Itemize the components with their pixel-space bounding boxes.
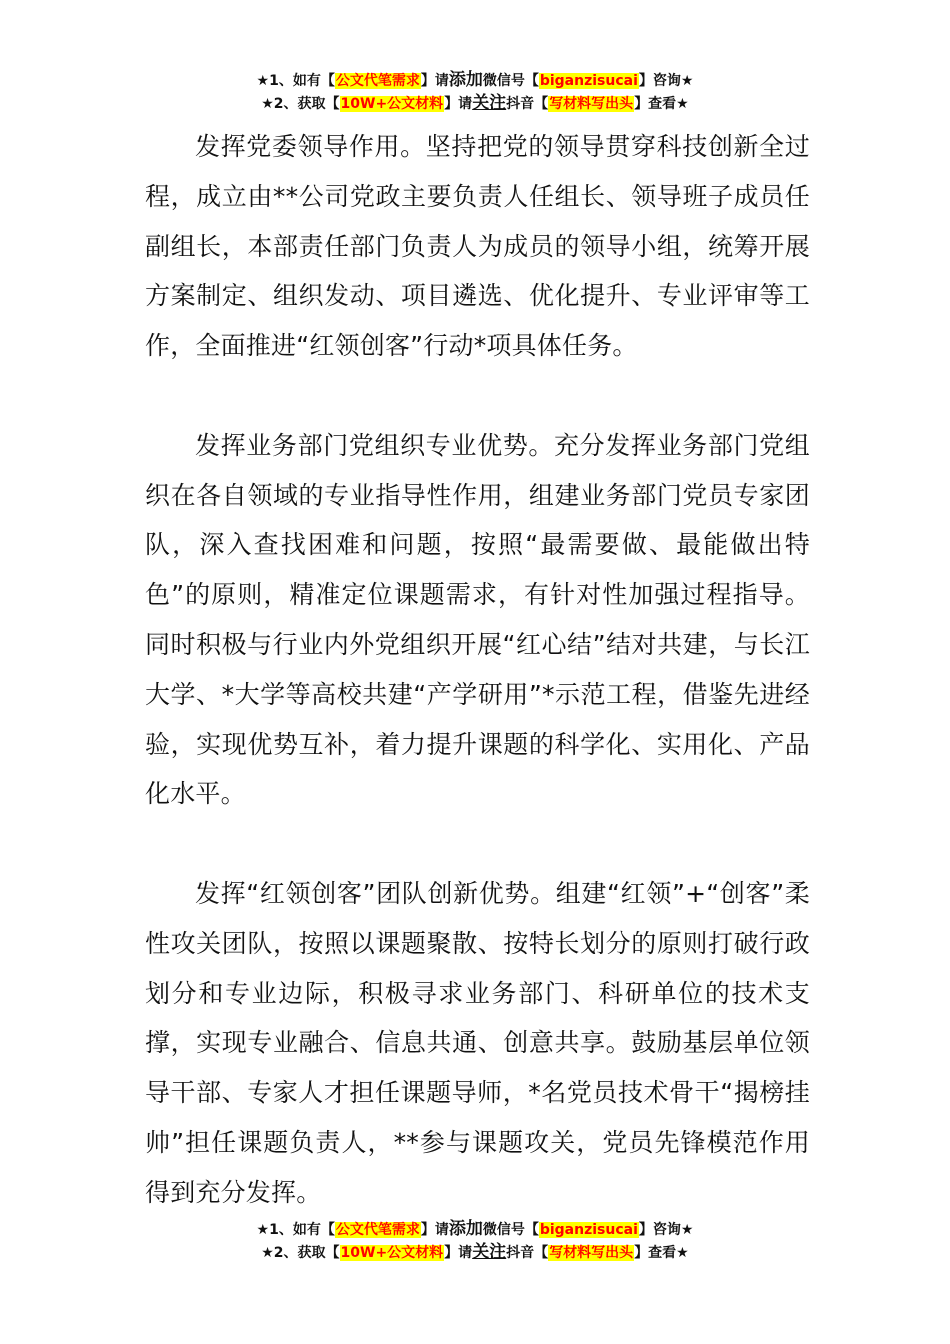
- banner-line-2: [0, 92, 950, 115]
- banner-highlight: biganzisucai: [539, 1222, 638, 1238]
- banner-text: 】请: [444, 1245, 473, 1261]
- banner-text: ★2、获取【: [261, 96, 340, 112]
- banner-emphasis: 添加: [448, 1219, 483, 1239]
- banner-text: 微信号【: [482, 1222, 539, 1238]
- banner-text: 抖音【: [506, 1245, 549, 1261]
- paragraph-party-committee: 发挥党委领导作用。坚持把党的领导贯穿科技创新全过程，成立由**公司党政主要负责人任组长、领导班子成员任副组长，本部责任部门负责人为成员的领导小组，统筹开展方案制定、组织发动、项目遴选、优化提升、专业评审等工作，全面推进“红领创客”行动*项具体任务。: [145, 132, 810, 361]
- header-banner: [0, 69, 950, 115]
- banner-text: ★2、获取【: [261, 1245, 340, 1261]
- banner-text: ★1、如有【: [256, 1222, 335, 1238]
- footer-banner: [0, 1218, 950, 1264]
- banner-highlight: 写材料写出头: [549, 96, 634, 112]
- banner-text: 抖音【: [506, 96, 549, 112]
- banner-text: 】查看★: [634, 96, 689, 112]
- banner-line-1: [0, 1218, 950, 1241]
- banner-highlight: 10W+公文材料: [340, 96, 444, 112]
- banner-text: 】请: [444, 96, 473, 112]
- banner-emphasis: 添加: [448, 70, 483, 90]
- banner-text: 】请: [420, 73, 449, 89]
- paragraph-business-department: 发挥业务部门党组织专业优势。充分发挥业务部门党组织在各自领域的专业指导性作用，组建业务部门党员专家团队，深入查找困难和问题，按照“最需要做、最能做出特色”的原则，精准定位课题需求，有针对性加强过程指导。同时积极与行业内外党组织开展“红心结”结对共建，与长江大学、*大学等高校共建“产学研用”*示范工程，借鉴先进经验，实现优势互补，着力提升课题的科学化、实用化、产品化水平。: [145, 430, 810, 809]
- banner-emphasis: 关注: [472, 93, 507, 113]
- banner-highlight: biganzisucai: [539, 73, 638, 89]
- banner-line-1: [0, 69, 950, 92]
- banner-text: ★1、如有【: [256, 73, 335, 89]
- banner-line-2: [0, 1241, 950, 1264]
- banner-text: 】咨询★: [638, 73, 694, 89]
- banner-highlight: 10W+公文材料: [340, 1245, 444, 1261]
- banner-highlight: 公文代笔需求: [335, 1222, 420, 1238]
- banner-text: 微信号【: [482, 73, 539, 89]
- banner-text: 】请: [420, 1222, 449, 1238]
- document-body: [145, 122, 810, 1218]
- paragraph-innovation-team: 发挥“红领创客”团队创新优势。组建“红领”+“创客”柔性攻关团队，按照以课题聚散、按特长划分的原则打破行政划分和专业边际，积极寻求业务部门、科研单位的技术支撑，实现专业融合、信息共通、创意共享。鼓励基层单位领导干部、专家人才担任课题导师，*名党员技术骨干“揭榜挂帅”担任课题负责人，**参与课题攻关，党员先锋模范作用得到充分发挥。: [145, 878, 810, 1207]
- banner-text: 】咨询★: [638, 1222, 694, 1238]
- banner-highlight: 公文代笔需求: [335, 73, 420, 89]
- banner-highlight: 写材料写出头: [549, 1245, 634, 1261]
- banner-text: 】查看★: [634, 1245, 689, 1261]
- banner-emphasis: 关注: [472, 1242, 507, 1262]
